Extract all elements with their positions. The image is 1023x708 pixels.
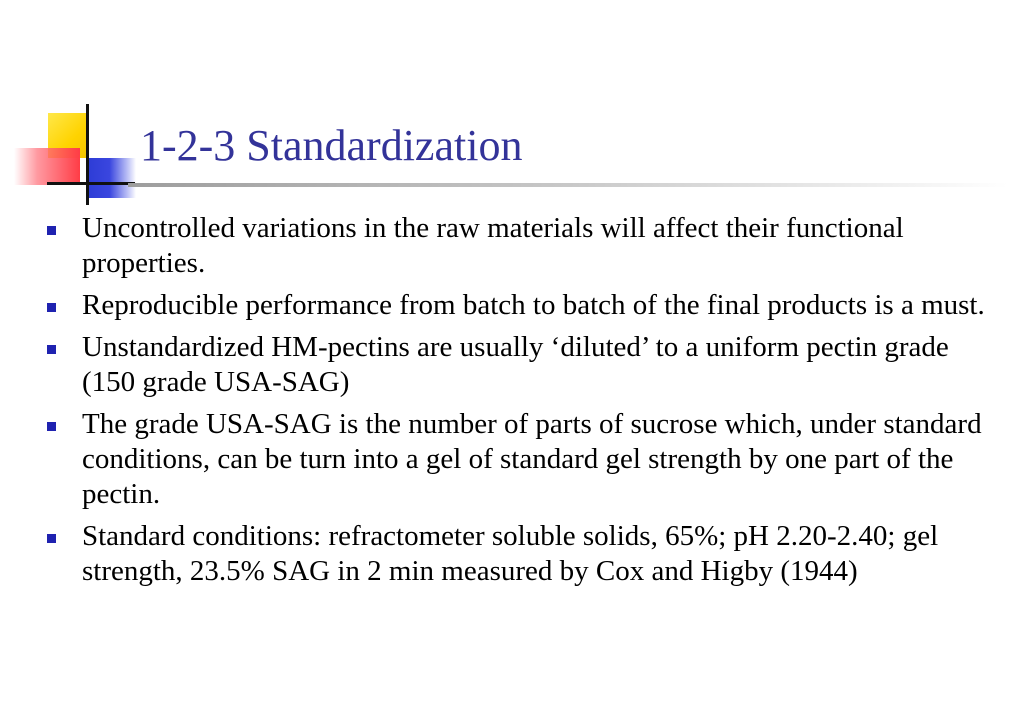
bullet-list: [46, 211, 1006, 596]
logo-red-square: [14, 148, 80, 185]
logo-horizontal-line: [47, 182, 135, 185]
square-bullet-icon: [47, 422, 56, 431]
slide-title: 1-2-3 Standardization: [140, 121, 523, 170]
square-bullet-icon: [47, 534, 56, 543]
bullet-item: [46, 288, 1006, 323]
bullet-text: Unstandardized HM-pectins are usually ‘diluted’ to a uniform pectin grade (150 grade USA-SAG): [82, 331, 949, 398]
bullet-item: [46, 519, 1006, 589]
square-bullet-icon: [47, 303, 56, 312]
bullet-text: Standard conditions: refractometer soluble solids, 65%; pH 2.20-2.40; gel strength, 23.5% SAG in 2 min measured by Cox and Higby (1944): [82, 520, 939, 587]
bullet-item: [46, 330, 1006, 400]
square-bullet-icon: [47, 345, 56, 354]
bullet-text: Uncontrolled variations in the raw materials will affect their functional properties.: [82, 212, 904, 279]
slide-logo-decoration: [0, 0, 160, 200]
bullet-item: [46, 211, 1006, 281]
bullet-text: Reproducible performance from batch to batch of the final products is a must.: [82, 289, 985, 321]
bullet-item: [46, 407, 1006, 512]
bullet-text: The grade USA-SAG is the number of parts of sucrose which, under standard conditions, can be turn into a gel of standard gel strength by one part of the pectin.: [82, 408, 982, 510]
logo-blue-square: [88, 158, 136, 198]
square-bullet-icon: [47, 226, 56, 235]
title-underline-rule: [128, 183, 1008, 187]
logo-vertical-line: [86, 104, 89, 205]
